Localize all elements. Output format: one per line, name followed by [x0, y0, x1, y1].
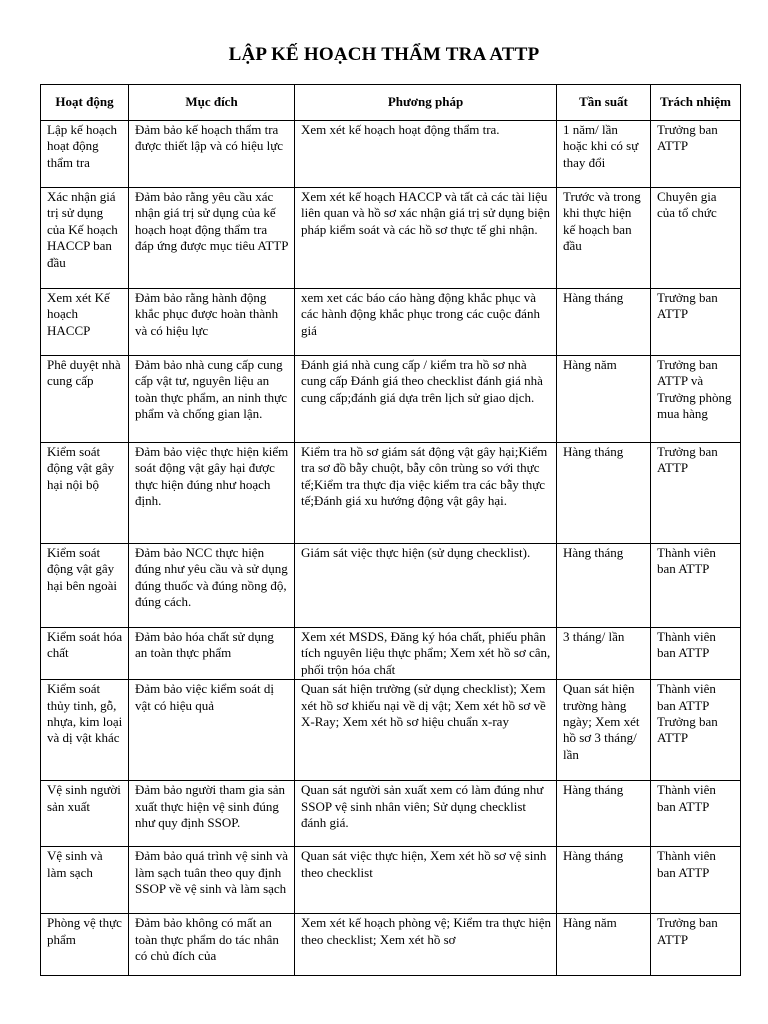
cell-activity: Kiểm soát thủy tinh, gỗ, nhựa, kim loại và dị vật khác [41, 680, 129, 781]
cell-method: xem xet các báo cáo hàng động khắc phục và các hành động khắc phục trong các cuộc đánh giá [295, 289, 557, 356]
cell-frequency: Hàng tháng [557, 443, 651, 544]
table-row [41, 289, 741, 356]
cell-purpose: Đảm bảo rằng yêu cầu xác nhận giá trị sử dụng của kế hoạch hoạt động thẩm tra đáp ứng được mục tiêu ATTP [129, 188, 295, 289]
cell-frequency: Hàng tháng [557, 544, 651, 628]
header-method: Phương pháp [295, 85, 557, 121]
cell-method: Xem xét kế hoạch HACCP và tất cả các tài liệu liên quan và hồ sơ xác nhận giá trị sử dụng biện pháp kiểm soát và các hồ sơ thực tế ghi nhận. [295, 188, 557, 289]
header-responsibility: Trách nhiệm [651, 85, 741, 121]
cell-purpose: Đảm bảo rằng hành động khắc phục được hoàn thành và có hiệu lực [129, 289, 295, 356]
cell-activity: Vệ sinh người sản xuất [41, 781, 129, 847]
table-row [41, 781, 741, 847]
cell-method: Kiểm tra hồ sơ giám sát động vật gây hại;Kiểm tra sơ đồ bẫy chuột, bẫy côn trùng so với thực tế;Kiểm tra thực địa việc kiểm tra các bẫy thực tế;Đánh giá xu hướng động vật gây hại. [295, 443, 557, 544]
header-frequency: Tần suất [557, 85, 651, 121]
cell-responsibility: Thành viên ban ATTP [651, 544, 741, 628]
cell-frequency: Quan sát hiện trường hàng ngày; Xem xét hồ sơ 3 tháng/ lần [557, 680, 651, 781]
cell-responsibility: Trưởng ban ATTP [651, 443, 741, 544]
cell-responsibility: Trưởng ban ATTP [651, 914, 741, 976]
cell-purpose: Đảm bảo NCC thực hiện đúng như yêu cầu và sử dụng đúng thuốc và đúng nồng độ, đúng cách. [129, 544, 295, 628]
cell-activity: Kiểm soát động vật gây hại bên ngoài [41, 544, 129, 628]
cell-activity: Kiểm soát động vật gây hại nội bộ [41, 443, 129, 544]
cell-purpose: Đảm bảo kế hoạch thẩm tra được thiết lập và có hiệu lực [129, 121, 295, 188]
table-header-row [41, 85, 741, 121]
cell-method: Xem xét kế hoạch phòng vệ; Kiểm tra thực hiện theo checklist; Xem xét hồ sơ [295, 914, 557, 976]
verification-plan-table [40, 84, 741, 976]
cell-activity: Kiểm soát hóa chất [41, 628, 129, 680]
cell-method: Đánh giá nhà cung cấp / kiểm tra hồ sơ nhà cung cấp Đánh giá theo checklist đánh giá nhà cung cấp;đánh giá dựa trên lịch sử giao dịch. [295, 356, 557, 443]
cell-activity: Vệ sinh và làm sạch [41, 847, 129, 914]
cell-method: Xem xét kế hoạch hoạt động thẩm tra. [295, 121, 557, 188]
cell-frequency: Hàng tháng [557, 781, 651, 847]
cell-purpose: Đảm bảo việc thực hiện kiểm soát động vật gây hại được thực hiện đúng như hoạch định. [129, 443, 295, 544]
cell-frequency: 3 tháng/ lần [557, 628, 651, 680]
table-row [41, 847, 741, 914]
cell-purpose: Đảm bảo quá trình vệ sinh và làm sạch tuân theo quy định SSOP về vệ sinh và làm sạch [129, 847, 295, 914]
cell-purpose: Đảm bảo hóa chất sử dụng an toàn thực phẩm [129, 628, 295, 680]
page-title: LẬP KẾ HOẠCH THẨM TRA ATTP [228, 44, 540, 65]
cell-frequency: Trước và trong khi thực hiện kế hoạch ban đầu [557, 188, 651, 289]
cell-purpose: Đảm bảo người tham gia sản xuất thực hiện vệ sinh đúng như quy định SSOP. [129, 781, 295, 847]
cell-activity: Lập kế hoạch hoạt động thẩm tra [41, 121, 129, 188]
cell-frequency: Hàng năm [557, 914, 651, 976]
cell-purpose: Đảm bảo nhà cung cấp cung cấp vật tư, nguyên liệu an toàn thực phẩm, an ninh thực phẩm và chống gian lận. [129, 356, 295, 443]
cell-responsibility: Chuyên gia của tổ chức [651, 188, 741, 289]
cell-responsibility: Thành viên ban ATTP Trưởng ban ATTP [651, 680, 741, 781]
table-row [41, 356, 741, 443]
cell-responsibility: Trưởng ban ATTP [651, 121, 741, 188]
table-row [41, 914, 741, 976]
cell-frequency: Hàng tháng [557, 289, 651, 356]
cell-activity: Phòng vệ thực phẩm [41, 914, 129, 976]
cell-responsibility: Thành viên ban ATTP [651, 847, 741, 914]
cell-method: Xem xét MSDS, Đăng ký hóa chất, phiếu phân tích nguyên liệu thực phẩm; Xem xét hồ sơ cân, phối trộn hóa chất [295, 628, 557, 680]
table-row [41, 443, 741, 544]
table-row [41, 121, 741, 188]
cell-activity: Xem xét Kế hoạch HACCP [41, 289, 129, 356]
table-row [41, 680, 741, 781]
header-activity: Hoạt động [41, 85, 129, 121]
table-row [41, 544, 741, 628]
cell-purpose: Đảm bảo không có mất an toàn thực phẩm do tác nhân có chủ đích của [129, 914, 295, 976]
cell-frequency: Hàng tháng [557, 847, 651, 914]
cell-frequency: Hàng năm [557, 356, 651, 443]
table-row [41, 188, 741, 289]
cell-responsibility: Trưởng ban ATTP và Trưởng phòng mua hàng [651, 356, 741, 443]
cell-method: Quan sát việc thực hiện, Xem xét hồ sơ vệ sinh theo checklist [295, 847, 557, 914]
cell-purpose: Đảm bảo việc kiểm soát dị vật có hiệu quả [129, 680, 295, 781]
cell-responsibility: Thành viên ban ATTP [651, 781, 741, 847]
table-row [41, 628, 741, 680]
cell-method: Giám sát việc thực hiện (sử dụng checklist). [295, 544, 557, 628]
cell-activity: Xác nhận giá trị sử dụng của Kế hoạch HACCP ban đầu [41, 188, 129, 289]
cell-responsibility: Thành viên ban ATTP [651, 628, 741, 680]
cell-responsibility: Trưởng ban ATTP [651, 289, 741, 356]
cell-method: Quan sát người sản xuất xem có làm đúng như SSOP vệ sinh nhân viên; Sử dụng checklist đánh giá. [295, 781, 557, 847]
cell-method: Quan sát hiện trường (sử dụng checklist); Xem xét hồ sơ khiếu nại về dị vật; Xem xét hồ sơ về X-Ray; Xem xét hồ sơ hiệu chuẩn x-ray [295, 680, 557, 781]
header-purpose: Mục đích [129, 85, 295, 121]
cell-activity: Phê duyệt nhà cung cấp [41, 356, 129, 443]
cell-frequency: 1 năm/ lần hoặc khi có sự thay đổi [557, 121, 651, 188]
